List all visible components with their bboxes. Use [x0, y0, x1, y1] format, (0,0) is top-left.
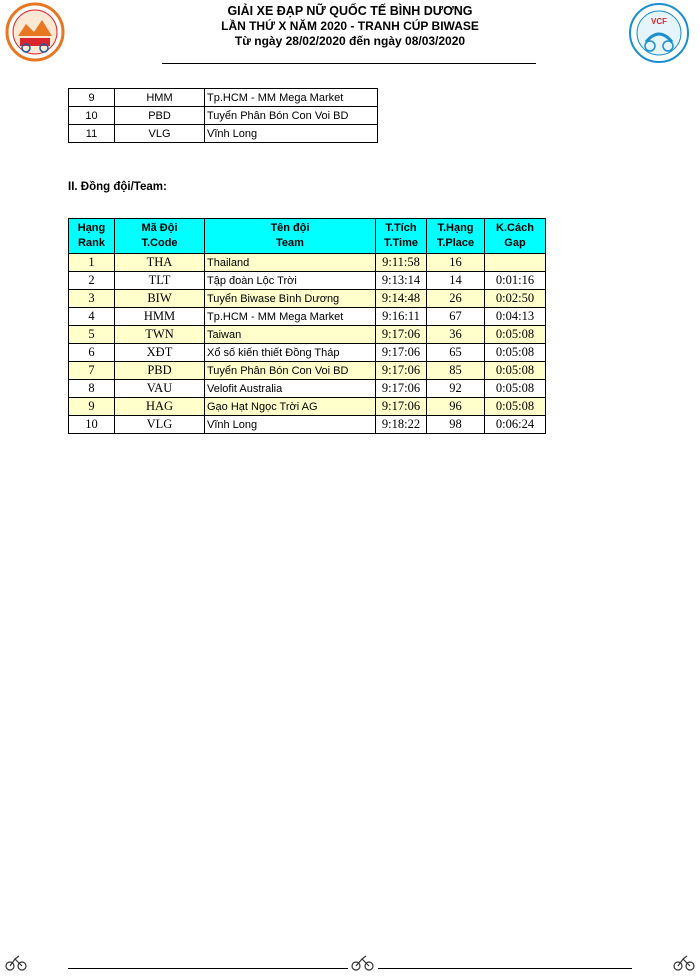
place-cell: 67 — [427, 308, 485, 326]
place-cell: 96 — [427, 398, 485, 416]
gap-cell — [485, 254, 546, 272]
gap-cell: 0:05:08 — [485, 344, 546, 362]
place-cell: 98 — [427, 416, 485, 434]
table-row — [69, 362, 546, 380]
rank-cell: 2 — [69, 272, 115, 290]
gap-cell: 0:06:24 — [485, 416, 546, 434]
header-subtitle: LẦN THỨ X NĂM 2020 - TRANH CÚP BIWASE — [221, 19, 479, 33]
time-cell: 9:17:06 — [376, 380, 427, 398]
rank-cell: 9 — [69, 89, 115, 107]
header-dates: Từ ngày 28/02/2020 đến ngày 08/03/2020 — [234, 34, 466, 48]
code-cell: HMM — [115, 89, 205, 107]
header-gap — [485, 219, 546, 254]
header-name-en: Team — [276, 237, 304, 249]
header-rank-vi: Hạng — [77, 222, 106, 234]
gap-cell: 0:05:08 — [485, 362, 546, 380]
team-name-cell: Tuyển Phân Bón Con Voi BD — [205, 107, 378, 125]
code-cell: THA — [115, 254, 205, 272]
code-cell: PBD — [115, 107, 205, 125]
code-cell: BIW — [115, 290, 205, 308]
team-name-cell: Taiwan — [205, 326, 376, 344]
header-place — [427, 219, 485, 254]
header-name — [205, 219, 376, 254]
table-row — [69, 308, 546, 326]
header-title: GIẢI XE ĐẠP NỮ QUỐC TẾ BÌNH DƯƠNG — [227, 4, 473, 18]
cyclist-icon — [350, 952, 376, 977]
place-cell: 14 — [427, 272, 485, 290]
place-cell: 16 — [427, 254, 485, 272]
rank-cell: 10 — [69, 107, 115, 125]
individual-results-table-tail — [68, 88, 378, 143]
rank-cell: 3 — [69, 290, 115, 308]
code-cell: TWN — [115, 326, 205, 344]
place-cell: 36 — [427, 326, 485, 344]
team-name-cell: Vĩnh Long — [205, 416, 376, 434]
header-divider — [162, 63, 536, 64]
document-header — [0, 4, 700, 49]
gap-cell: 0:02:50 — [485, 290, 546, 308]
code-cell: VLG — [115, 125, 205, 143]
table-row — [69, 326, 546, 344]
rank-cell: 1 — [69, 254, 115, 272]
table-row — [69, 416, 546, 434]
cyclist-icon — [672, 952, 696, 977]
time-cell: 9:13:14 — [376, 272, 427, 290]
place-cell: 65 — [427, 344, 485, 362]
header-rank-en: Rank — [78, 237, 105, 249]
header-code — [115, 219, 205, 254]
code-cell: HAG — [115, 398, 205, 416]
header-place-vi: T.Hạng — [437, 222, 474, 234]
table-row — [69, 290, 546, 308]
table-row — [69, 380, 546, 398]
time-cell: 9:17:06 — [376, 362, 427, 380]
header-code-en: T.Code — [141, 237, 178, 249]
time-cell: 9:11:58 — [376, 254, 427, 272]
rank-cell: 5 — [69, 326, 115, 344]
code-cell: TLT — [115, 272, 205, 290]
gap-cell: 0:05:08 — [485, 326, 546, 344]
table-row — [69, 272, 546, 290]
section-title: II. Đồng đội/Team: — [68, 181, 167, 193]
team-name-cell: Tập đoàn Lộc Trời — [205, 272, 376, 290]
team-name-cell: Gạo Hạt Ngọc Trời AG — [205, 398, 376, 416]
code-cell: VAU — [115, 380, 205, 398]
rank-cell: 6 — [69, 344, 115, 362]
table-row — [69, 89, 378, 107]
rank-cell: 9 — [69, 398, 115, 416]
team-name-cell: Vĩnh Long — [205, 125, 378, 143]
header-rank — [69, 219, 115, 254]
header-code-vi: Mã Đội — [141, 222, 178, 234]
time-cell: 9:17:06 — [376, 326, 427, 344]
table-row — [69, 344, 546, 362]
header-time-vi: T.Tích — [385, 222, 417, 234]
gap-cell: 0:05:08 — [485, 398, 546, 416]
rank-cell: 11 — [69, 125, 115, 143]
team-name-cell: Tp.HCM - MM Mega Market — [205, 308, 376, 326]
team-name-cell: Thailand — [205, 254, 376, 272]
code-cell: XĐT — [115, 344, 205, 362]
code-cell: VLG — [115, 416, 205, 434]
time-cell: 9:17:06 — [376, 344, 427, 362]
team-name-cell: Tuyển Phân Bón Con Voi BD — [205, 362, 376, 380]
place-cell: 85 — [427, 362, 485, 380]
table-row — [69, 107, 378, 125]
team-name-cell: Velofit Australia — [205, 380, 376, 398]
header-place-en: T.Place — [436, 237, 475, 249]
time-cell: 9:18:22 — [376, 416, 427, 434]
team-results-table — [68, 218, 546, 434]
team-name-cell: Tuyển Biwase Bình Dương — [205, 290, 376, 308]
rank-cell: 10 — [69, 416, 115, 434]
vcf-logo-text: VCF — [651, 17, 667, 26]
header-time-en: T.Time — [383, 237, 419, 249]
code-cell: PBD — [115, 362, 205, 380]
header-time — [376, 219, 427, 254]
table-row — [69, 125, 378, 143]
footer-line-right — [378, 968, 632, 969]
team-name-cell: Tp.HCM - MM Mega Market — [205, 89, 378, 107]
header-name-vi: Tên đội — [270, 222, 310, 234]
header-gap-vi: K.Cách — [496, 222, 534, 234]
table-row — [69, 398, 546, 416]
footer-line-left — [68, 968, 348, 969]
gap-cell: 0:04:13 — [485, 308, 546, 326]
header-gap-en: Gap — [504, 237, 526, 249]
gap-cell: 0:05:08 — [485, 380, 546, 398]
place-cell: 92 — [427, 380, 485, 398]
rank-cell: 8 — [69, 380, 115, 398]
cyclist-icon — [4, 952, 28, 977]
gap-cell: 0:01:16 — [485, 272, 546, 290]
team-name-cell: Xổ số kiến thiết Đồng Tháp — [205, 344, 376, 362]
time-cell: 9:14:48 — [376, 290, 427, 308]
rank-cell: 7 — [69, 362, 115, 380]
time-cell: 9:17:06 — [376, 398, 427, 416]
place-cell: 26 — [427, 290, 485, 308]
table-row — [69, 254, 546, 272]
time-cell: 9:16:11 — [376, 308, 427, 326]
table-header-row — [69, 219, 546, 254]
code-cell: HMM — [115, 308, 205, 326]
rank-cell: 4 — [69, 308, 115, 326]
